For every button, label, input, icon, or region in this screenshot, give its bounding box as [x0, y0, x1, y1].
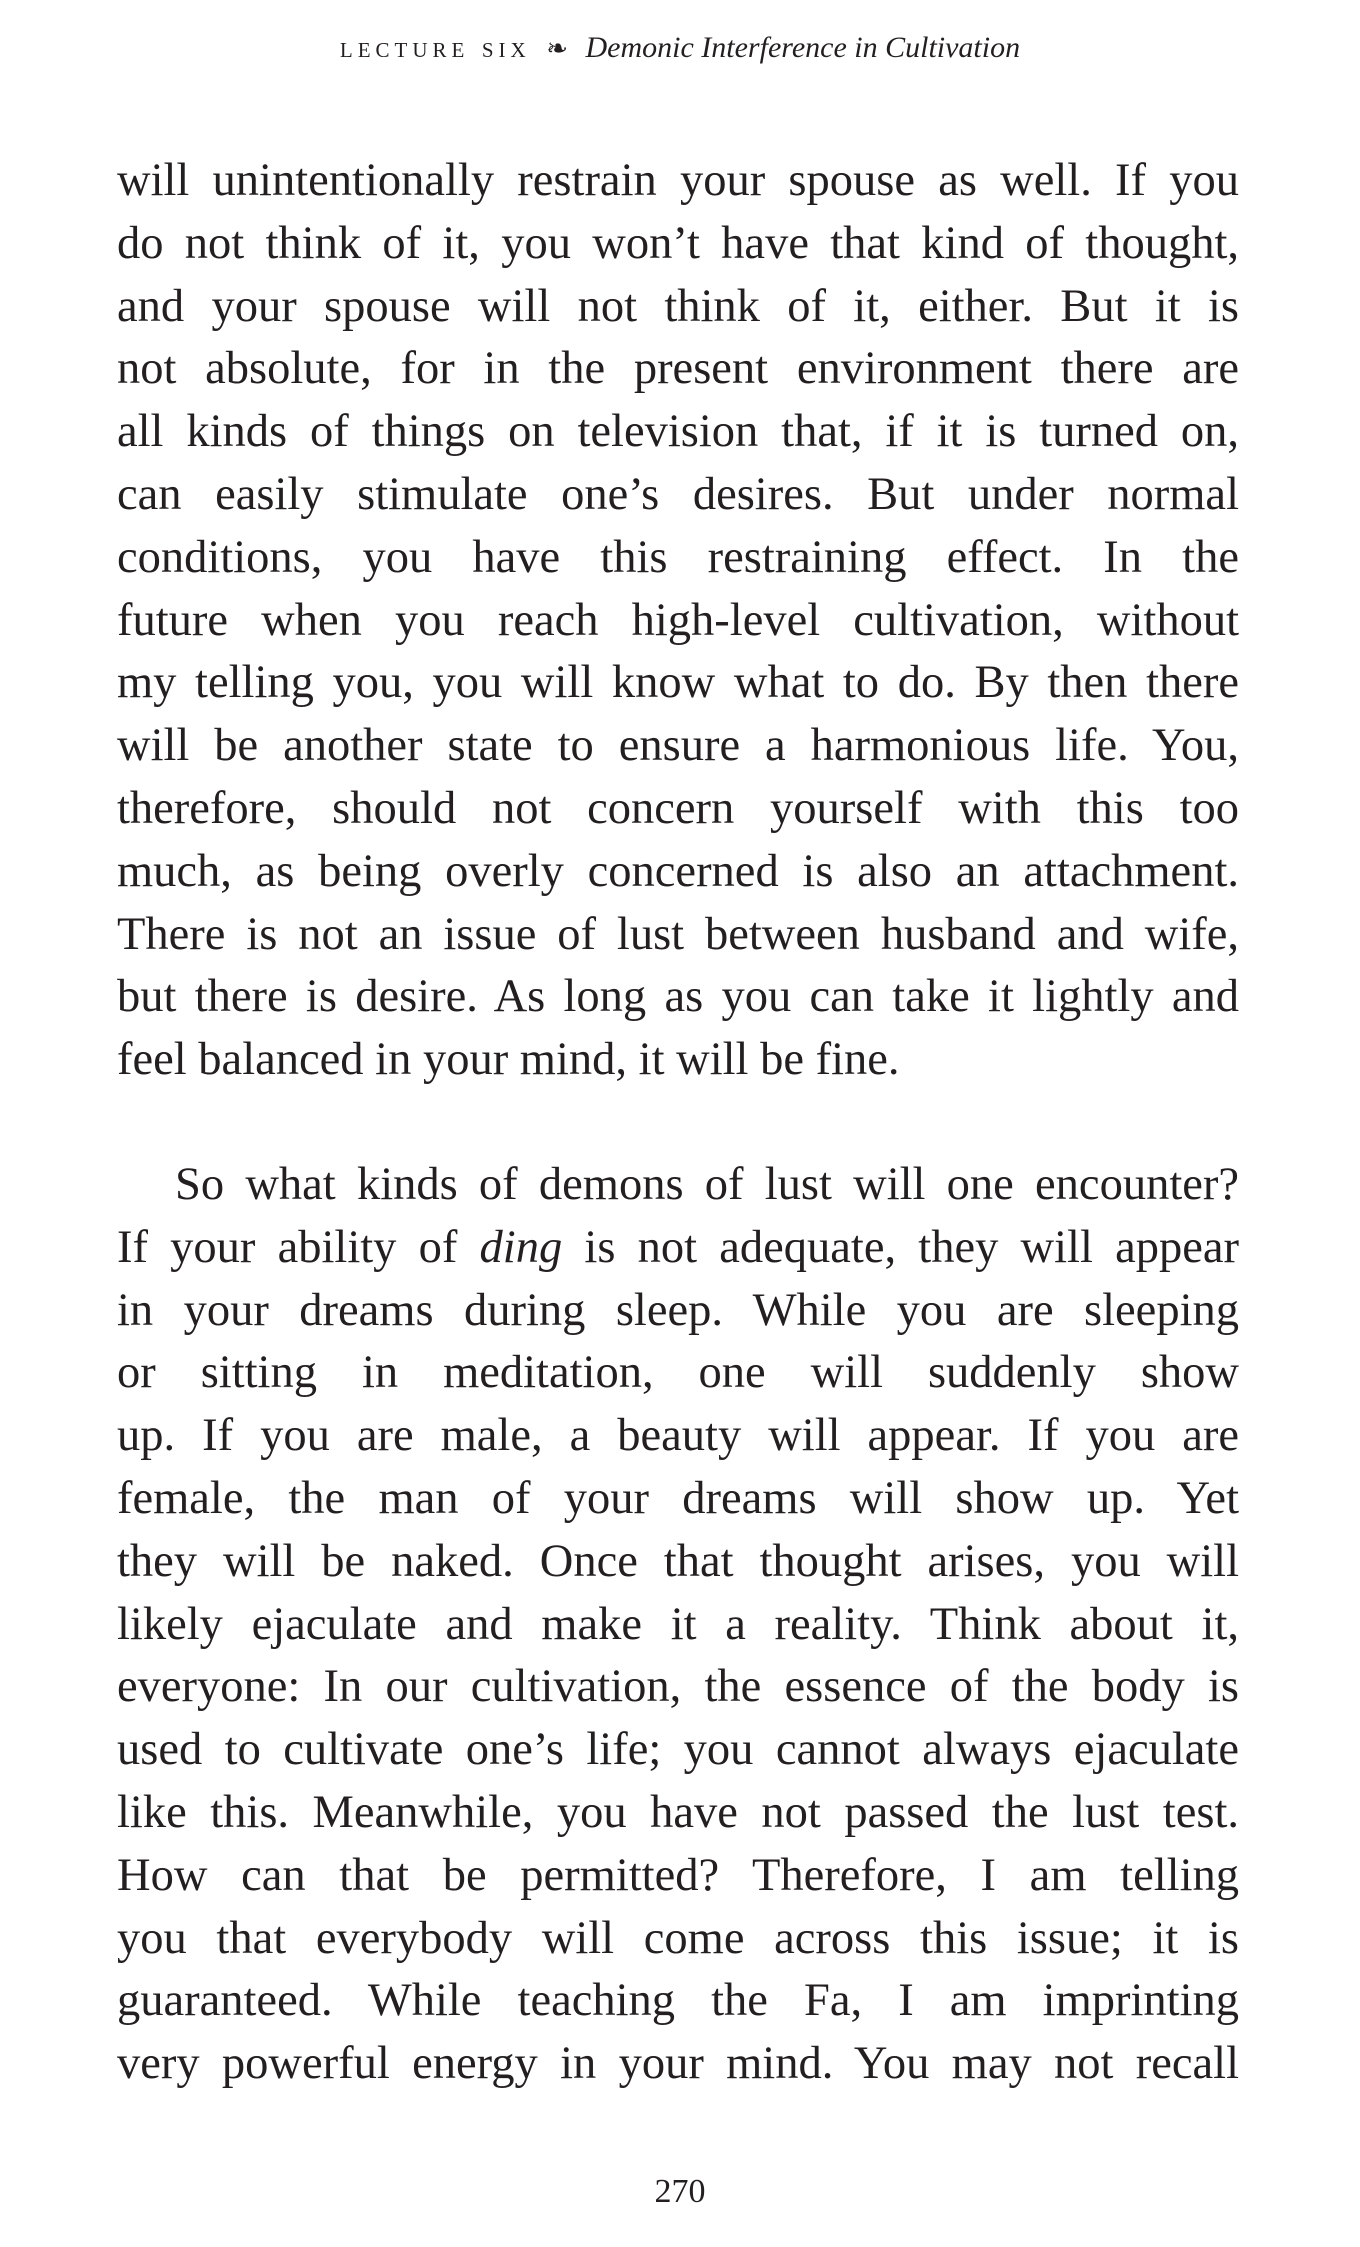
text-line: future when you reach high-level cultivation, without — [117, 594, 1239, 646]
text-line: How can that be permitted? Therefore, I am telling — [117, 1849, 1239, 1901]
text-line: do not think of it, you won’t have that kind of thought, — [117, 217, 1239, 269]
italic-term: ding — [479, 1221, 563, 1273]
text-line: used to cultivate one’s life; you cannot always ejaculate — [117, 1724, 1239, 1776]
paragraph-2 — [117, 1154, 1239, 2096]
text-run: is not adequate, they will appear — [562, 1221, 1239, 1273]
text-line: all kinds of things on television that, if it is turned on, — [117, 406, 1239, 458]
text-line: likely ejaculate and make it a reality. Think about it, — [117, 1598, 1239, 1650]
text-line: therefore, should not concern yourself with this too — [117, 782, 1239, 834]
text-line: you that everybody will come across this issue; it is — [117, 1912, 1239, 1964]
text-line: guaranteed. While teaching the Fa, I am imprinting — [117, 1975, 1239, 2027]
text-line: and your spouse will not think of it, either. But it is — [117, 280, 1239, 332]
text-line: can easily stimulate one’s desires. But under normal — [117, 468, 1239, 520]
text-run: If your ability of — [117, 1221, 480, 1273]
text-line: very powerful energy in your mind. You may not recall — [117, 2038, 1239, 2090]
text-line: not absolute, for in the present environment there are — [117, 343, 1239, 395]
text-line — [117, 1217, 1239, 1280]
text-line: much, as being overly concerned is also an attachment. — [117, 845, 1239, 897]
text-line: my telling you, you will know what to do. By then there — [117, 657, 1239, 709]
paragraph-1 — [117, 150, 1239, 1092]
running-head-title: Demonic Interference in Cultivation — [585, 31, 1021, 64]
page-number: 270 — [654, 2173, 706, 2210]
paragraph-spacer — [117, 1092, 1239, 1154]
text-line: There is not an issue of lust between husband and wife, — [117, 908, 1239, 960]
running-head — [0, 28, 1360, 69]
text-line: but there is desire. As long as you can take it lightly and — [117, 971, 1239, 1023]
text-line: in your dreams during sleep. While you are sleeping — [117, 1284, 1239, 1336]
text-line: will unintentionally restrain your spouse as well. If you — [117, 155, 1239, 206]
text-line: conditions, you have this restraining effect. In the — [117, 531, 1239, 583]
body-text — [117, 150, 1239, 2096]
text-line: So what kinds of demons of lust will one encounter? — [175, 1158, 1239, 1210]
fleuron-icon: ❧ — [546, 34, 568, 63]
text-line: like this. Meanwhile, you have not passed the lust test. — [117, 1786, 1239, 1838]
running-head-section: lecture six — [339, 31, 531, 64]
text-line: they will be naked. Once that thought arises, you will — [117, 1535, 1239, 1587]
text-line: will be another state to ensure a harmonious life. You, — [117, 720, 1239, 772]
text-line: or sitting in meditation, one will suddenly show — [117, 1347, 1239, 1399]
text-line: female, the man of your dreams will show up. Yet — [117, 1472, 1239, 1524]
text-line: feel balanced in your mind, it will be fine. — [117, 1034, 900, 1086]
text-line: up. If you are male, a beauty will appear. If you are — [117, 1410, 1239, 1462]
text-line: everyone: In our cultivation, the essence of the body is — [117, 1661, 1239, 1713]
